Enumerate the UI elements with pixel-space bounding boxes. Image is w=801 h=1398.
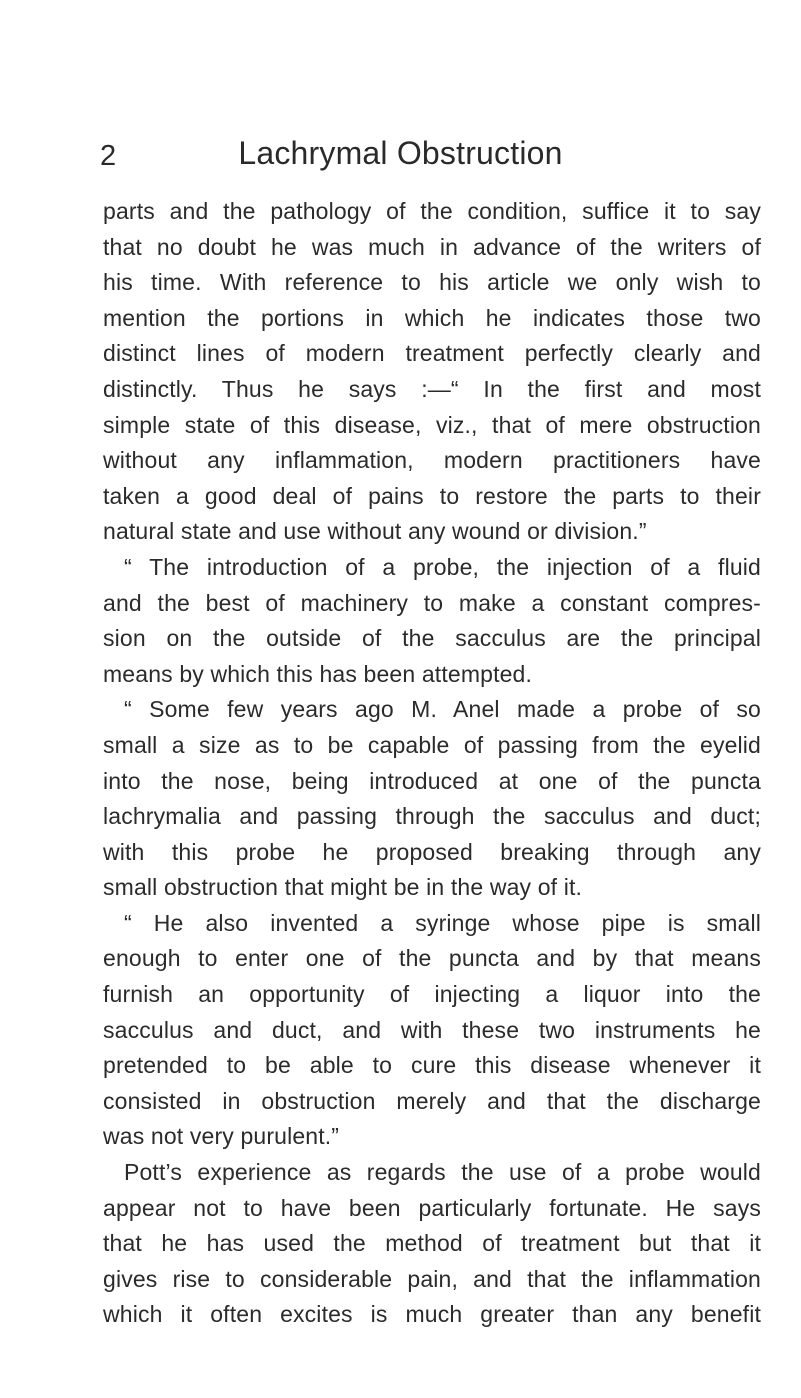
- text-line: into the nose, being introduced at one of the puncta: [103, 767, 761, 794]
- text-line: enough to enter one of the puncta and by that means: [103, 945, 761, 972]
- text-line: was not very purulent.”: [103, 1123, 340, 1150]
- text-line: mention the portions in which he indicates those two: [103, 304, 761, 331]
- text-line: without any inflammation, modern practitioners have: [103, 447, 761, 474]
- text-line: furnish an opportunity of injecting a liquor into the: [103, 981, 761, 1008]
- text-line: “ He also invented a syringe whose pipe is small: [124, 909, 761, 936]
- page-number: 2: [100, 140, 117, 172]
- body-text: [103, 194, 761, 1333]
- text-line: “ Some few years ago M. Anel made a probe of so: [124, 696, 761, 723]
- text-line: sion on the outside of the sacculus are the principal: [103, 625, 761, 652]
- text-line: simple state of this disease, viz., that of mere obstruction: [103, 411, 761, 438]
- text-line: and the best of machinery to make a constant compres-: [103, 589, 761, 616]
- running-title: Lachrymal Obstruction: [238, 135, 563, 171]
- text-line: his time. With reference to his article we only wish to: [103, 269, 761, 296]
- text-line: small a size as to be capable of passing from the eyelid: [103, 731, 761, 758]
- text-line: taken a good deal of pains to restore the parts to their: [103, 482, 761, 509]
- page-header: [0, 133, 801, 181]
- text-line: “ The introduction of a probe, the injection of a fluid: [124, 553, 761, 580]
- text-line: with this probe he proposed breaking through any: [103, 838, 761, 865]
- text-line: sacculus and duct, and with these two instruments he: [103, 1016, 761, 1043]
- text-line: that no doubt he was much in advance of the writers of: [103, 233, 761, 260]
- text-line: distinct lines of modern treatment perfectly clearly and: [103, 340, 761, 367]
- text-line: parts and the pathology of the condition, suffice it to say: [103, 198, 761, 224]
- text-line: lachrymalia and passing through the sacculus and duct;: [103, 803, 761, 830]
- text-line: natural state and use without any wound or division.”: [103, 518, 647, 545]
- text-line: gives rise to considerable pain, and that the inflammation: [103, 1265, 761, 1292]
- text-line: Pott’s experience as regards the use of a probe would: [124, 1159, 761, 1186]
- text-line: distinctly. Thus he says :—“ In the first and most: [103, 375, 761, 402]
- text-line: appear not to have been particularly fortunate. He says: [103, 1194, 761, 1221]
- text-line: pretended to be able to cure this disease whenever it: [103, 1052, 761, 1079]
- text-line: consisted in obstruction merely and that the discharge: [103, 1087, 761, 1114]
- text-line: which it often excites is much greater than any benefit: [103, 1301, 761, 1328]
- text-line: that he has used the method of treatment but that it: [103, 1230, 761, 1257]
- text-line: small obstruction that might be in the way of it.: [103, 874, 583, 901]
- text-line: means by which this has been attempted.: [103, 660, 533, 687]
